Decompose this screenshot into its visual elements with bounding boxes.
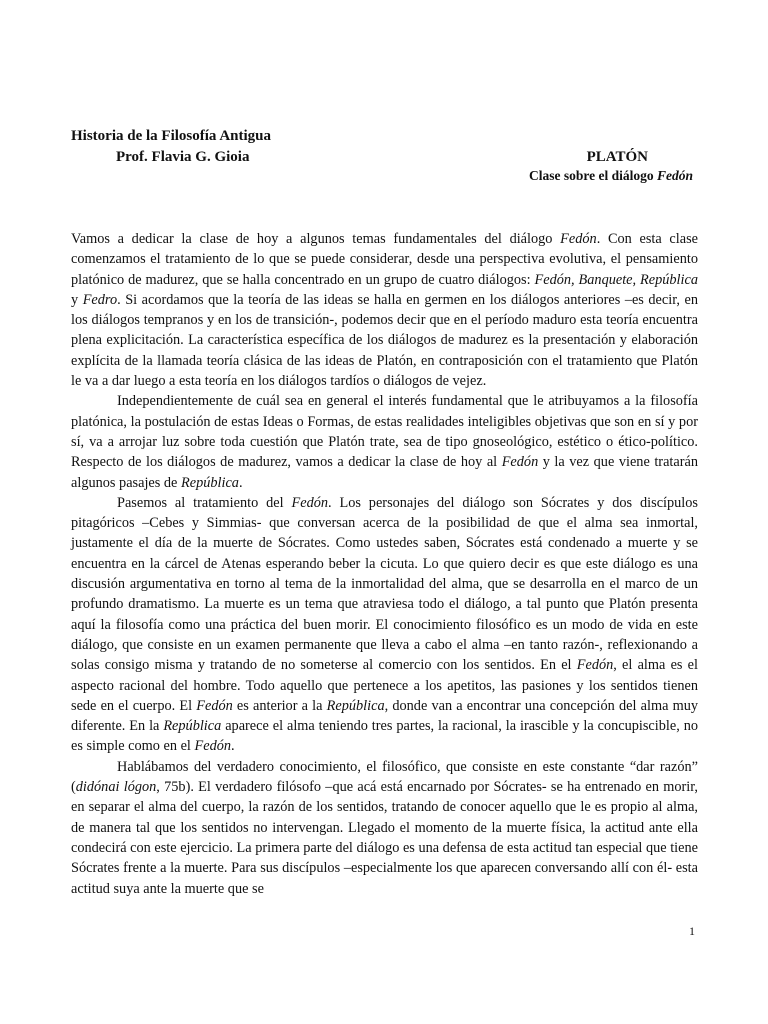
italic-run: República [163,718,222,735]
text-run: . [231,738,235,755]
text-run: Hablábamos del verdadero conocimiento, el filosófico, que consiste en este constante “dar razón” ( [71,758,698,796]
paragraph [71,229,698,391]
italic-run: Fedón [291,494,329,511]
subtitle-prefix: Clase sobre el diálogo [528,168,657,183]
text-run: . Si acordamos que la teoría de las ideas se halla en germen en los diálogos anteriores –es decir, en los diálogos tempranos y en los de transición-, podemos decir que en el período maduro esta teoría encuentra plena explicitación. La característica específica de los diálogos de madurez es la presentación y elaboración explícita de la llamada teoría clásica de las ideas de Platón, en contraposición con el tratamiento que Platón le va a dar luego a esta teoría en los diálogos tardíos o diálogos de vejez. [71,291,698,390]
italic-run: Fedón [194,738,232,755]
text-run: . Los personajes del diálogo son Sócrates y dos discípulos pitagóricos –Cebes y Simmias- que conversan acerca de la posibilidad de que el alma sea inmortal, justamente el día de la muerte de Sócrates. Como ustedes saben, Sócrates está condenado a muerte y se encuentra en la cárcel de Atenas esperando beber la cicuta. Lo que quiero decir es que este diálogo es una discusión argumentativa en torno al tema de la inmortalidad del alma, que se desarrolla en el marco de un profundo dramatismo. La muerte es un tema que atraviesa todo el diálogo, a tal punto que Platón presenta aquí la filosofía como una práctica del buen morir. El conocimiento filosófico es un modo de vida en este diálogo, que consiste en un examen permanente que lleva a cabo el alma –en tanto razón-, reflexionando a solas consigo misma y tratando de no someterse al comercio con los sentidos. En el [71,494,698,674]
text-run: y [71,291,83,308]
paragraph [71,391,698,492]
paragraph [71,493,698,757]
italic-run: Fedón, Banquete, República [534,271,698,288]
text-run: . Con esta clase comenzamos el tratamiento de lo que se puede considerar, desde una perspectiva evolutiva, el pensamiento platónico de madurez, que se halla concentrado en un grupo de cuatro diálogos: [71,231,698,288]
class-subtitle [529,167,693,185]
italic-run: República [326,697,385,714]
italic-run: Fedón [560,231,597,247]
text-run: , 75b). El verdadero filósofo –que acá está encarnado por Sócrates- se ha entrenado en morir, en separar el alma del cuerpo, la razón de los sentidos, tratando de conocer aquello que le es propio al alma, de manera tal que los sentidos no intervengan. Llegado el momento de la muerte física, la actitud ante ella condecirá con este ejercicio. La primera parte del diálogo es una defensa de esta actitud tan especial que tiene Sócrates frente a la muerte. Para sus discípulos –especialmente los que aparecen conversando allí con él- esta actitud suya ante la muerte que se [71,779,699,897]
italic-run: Fedro [82,291,118,308]
text-run: . [238,474,243,491]
text-run: Independientemente de cuál sea en general el interés fundamental que le atribuyamos a la filosofía platónica, la postulación de estas Ideas o Formas, de estas realidades inteligibles objetivas que son en sí y por sí, va a arrojar luz sobre toda cuestión que Platón trate, sea de tipo gnoseológico, estético o ético-político. Respecto de los diálogos de madurez, vamos a dedicar la clase de hoy al [71,393,698,471]
professor-name: Prof. Flavia G. Gioia [116,149,250,165]
italic-run: Fedón [576,657,614,674]
text-run: , el alma es el aspecto racional del hombre. Todo aquello que pertenece a los apetitos, las pasiones y los sentidos tienen sede en el cuerpo. El [71,657,698,714]
header-row [116,147,648,167]
topic-title: PLATÓN [586,149,648,165]
text-run: aparece el alma teniendo tres partes, la racional, la irascible y la concupiscible, no es simple como en el [71,718,698,755]
text-run: es anterior a la [232,697,327,714]
text-run: Vamos a dedicar la clase de hoy a algunos temas fundamentales del diálogo [71,231,561,247]
page-number: 1 [689,924,695,938]
course-title: Historia de la Filosofía Antigua [71,128,272,144]
italic-run: Fedón [501,454,539,471]
text-run: y la vez que viene tratarán algunos pasajes de [71,454,698,491]
paragraph [71,757,698,899]
italic-run: didónai lógon [75,779,157,796]
subtitle-work: Fedón [656,168,693,183]
italic-run: República [180,474,239,491]
body-text [71,229,698,899]
italic-run: Fedón [196,697,233,714]
text-run: Pasemos al tratamiento del [117,494,292,511]
text-run: , donde van a encontrar una concepción del alma muy diferente. En la [71,697,698,735]
